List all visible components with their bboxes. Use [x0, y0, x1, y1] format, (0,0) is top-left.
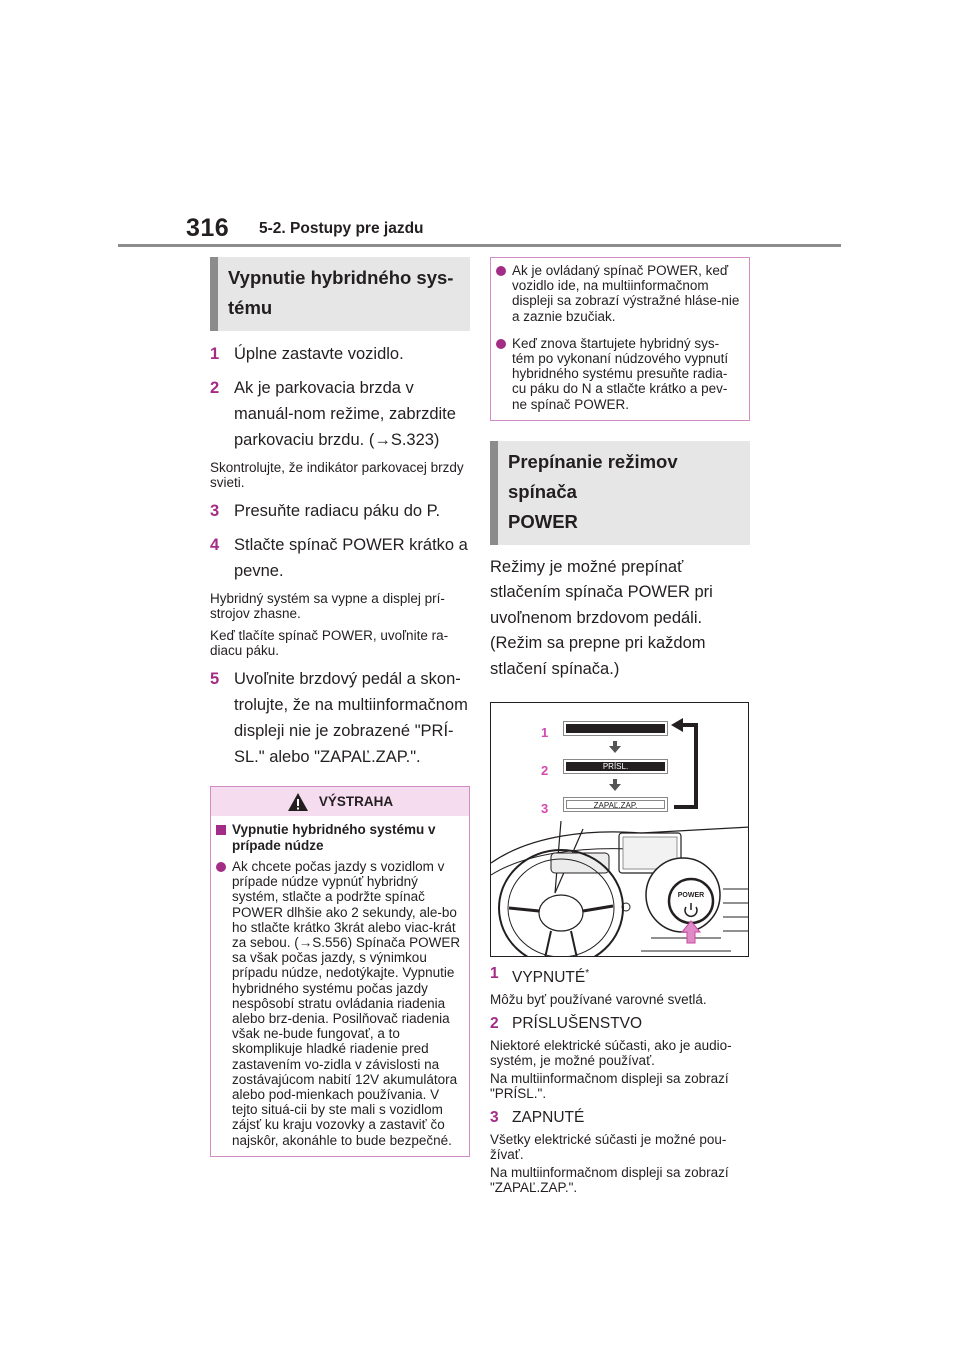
section-title: 5-2. Postupy pre jazdu — [259, 220, 424, 237]
mode-number: 1 — [490, 965, 499, 983]
figure-label: 3 — [541, 801, 549, 817]
mode-note: Môžu byť používané varovné svetlá. — [490, 992, 707, 1008]
section-heading-power-modes — [490, 441, 750, 545]
heading-line: tému — [228, 297, 273, 318]
figure-label: 2 — [541, 763, 549, 779]
mode-note: Niektoré elektrické súčasti, ako je audio-systém, je možné používať. — [490, 1038, 732, 1069]
heading-line: Prepínanie režimov spínača — [508, 450, 678, 502]
mode-item — [490, 1013, 750, 1035]
info-bullet — [496, 336, 741, 412]
mode-note: Všetky elektrické súčasti je možné pou-žívať. — [490, 1132, 727, 1163]
step-note: Hybridný systém sa vypne a displej prí-strojov zhasne. — [210, 591, 445, 621]
warning-text: Ak chcete počas jazdy s vozidlom v prípade núdze vypnúť hybridný systém, stlačte a podržte spínač POWER dlhšie ako 2 sekundy, ale-bo ho stlačte krátko 3krát alebo viac-krát za sebou. (→S.556) Spínača POWER sa však počas jazdy, s výnimkou prípadu núdze, nedotýkajte. Vypnutie hybridného systému počas jazdy nespôsobí stratu ovládania riadenia alebo brz-denia. Posilňovač riadenia však ne-bude fungovať, a to skomplikuje hladké riadenie pred zastavením vo-zidla v závislosti na zostávajúcom nabití 12V akumulátora alebo pod-mienkach používania. V tejto situá-cii by ste mali s vozidlom zájsť ku kraju vozovky a zastaviť čo najskôr, akonáhle to bude bezpečné. — [232, 859, 461, 1148]
warning-subheading-text: Vypnutie hybridného systému v prípade núdze — [232, 822, 436, 853]
warning-box — [210, 786, 470, 1157]
step-item — [210, 498, 470, 524]
figure-label: 1 — [541, 725, 549, 741]
mode-name: PRÍSLUŠENSTVO — [512, 1015, 643, 1033]
step-item — [210, 666, 470, 770]
dashboard-drawing — [491, 703, 749, 957]
display-accessory-text: PRÍSL. — [566, 762, 665, 771]
warning-header — [211, 787, 469, 816]
display-ignition-text: ZAPAĽ.ZAP. — [566, 800, 665, 809]
bullet-dot-icon — [496, 266, 506, 276]
right-column — [490, 257, 750, 1195]
step-text: Uvoľnite brzdový pedál a skon-trolujte, že na multiinformačnom displeji nie je zobrazené "PRÍ-SL." alebo "ZAPAĽ.ZAP.". — [234, 670, 468, 766]
bullet-dot-icon — [216, 862, 226, 872]
warning-triangle-icon — [287, 792, 309, 812]
step-number: 4 — [210, 536, 220, 554]
mode-note: Na multiinformačnom displeji sa zobrazí "PRÍSL.". — [490, 1071, 729, 1102]
step-note: Skontrolujte, že indikátor parkovacej brzdy svieti. — [210, 460, 464, 490]
step-note: Keď tlačíte spínač POWER, uvoľnite ra-diacu páku. — [210, 628, 449, 658]
left-column — [210, 257, 470, 1157]
info-text: Keď znova štartujete hybridný sys-tém po vykonaní núdzového vypnutí hybridného systému presuňte radia-cu páku do N a stlačte krátko a pev-ne spínač POWER. — [512, 335, 729, 412]
step-item — [210, 532, 470, 584]
mode-number: 3 — [490, 1109, 499, 1127]
footnote-mark: * — [585, 968, 590, 980]
section-heading-shutdown — [210, 257, 470, 331]
intro-paragraph: Režimy je možné prepínať stlačením spínača POWER pri uvoľnenom brzdovom pedáli. (Režim sa prepne pri každom stlačení spínača.) — [490, 557, 713, 678]
step-number: 2 — [210, 379, 220, 397]
bullet-dot-icon — [496, 339, 506, 349]
power-switch-illustration — [490, 702, 749, 957]
page-number: 316 — [186, 214, 230, 242]
mode-note: Na multiinformačnom displeji sa zobrazí "ZAPAĽ.ZAP.". — [490, 1165, 729, 1196]
step-text: Presuňte radiacu páku do P. — [234, 502, 441, 520]
step-item — [210, 341, 470, 367]
mode-name: ZAPNUTÉ — [512, 1109, 585, 1127]
info-text: Ak je ovládaný spínač POWER, keď vozidlo ide, na multiinformačnom displeji sa zobrazí výstražné hláse-nie a zaznie bzučiak. — [512, 263, 740, 324]
heading-line: Vypnutie hybridného sys- — [228, 267, 454, 288]
step-item — [210, 375, 470, 453]
warning-title: VÝSTRAHA — [318, 794, 394, 809]
mode-number: 2 — [490, 1015, 499, 1033]
mode-name: VYPNUTÉ* — [512, 968, 590, 987]
info-box — [490, 257, 750, 421]
info-bullet — [496, 263, 741, 324]
square-bullet-icon — [216, 825, 226, 835]
step-text: Ak je parkovacia brzda v manuál-nom režime, zabrzdite parkovaciu brzdu. (→S.323) — [234, 379, 456, 449]
mode-item — [490, 1107, 750, 1129]
step-text: Úplne zastavte vozidlo. — [234, 345, 404, 363]
step-number: 3 — [210, 502, 220, 520]
step-number: 5 — [210, 670, 220, 688]
warning-subheading — [216, 822, 461, 853]
header-divider — [118, 244, 841, 247]
mode-item — [490, 963, 750, 989]
power-button-label: POWER — [677, 892, 705, 900]
heading-line: POWER — [508, 510, 578, 532]
warning-bullet — [216, 859, 461, 1148]
step-number: 1 — [210, 345, 220, 363]
step-text: Stlačte spínač POWER krátko a pevne. — [234, 536, 468, 580]
